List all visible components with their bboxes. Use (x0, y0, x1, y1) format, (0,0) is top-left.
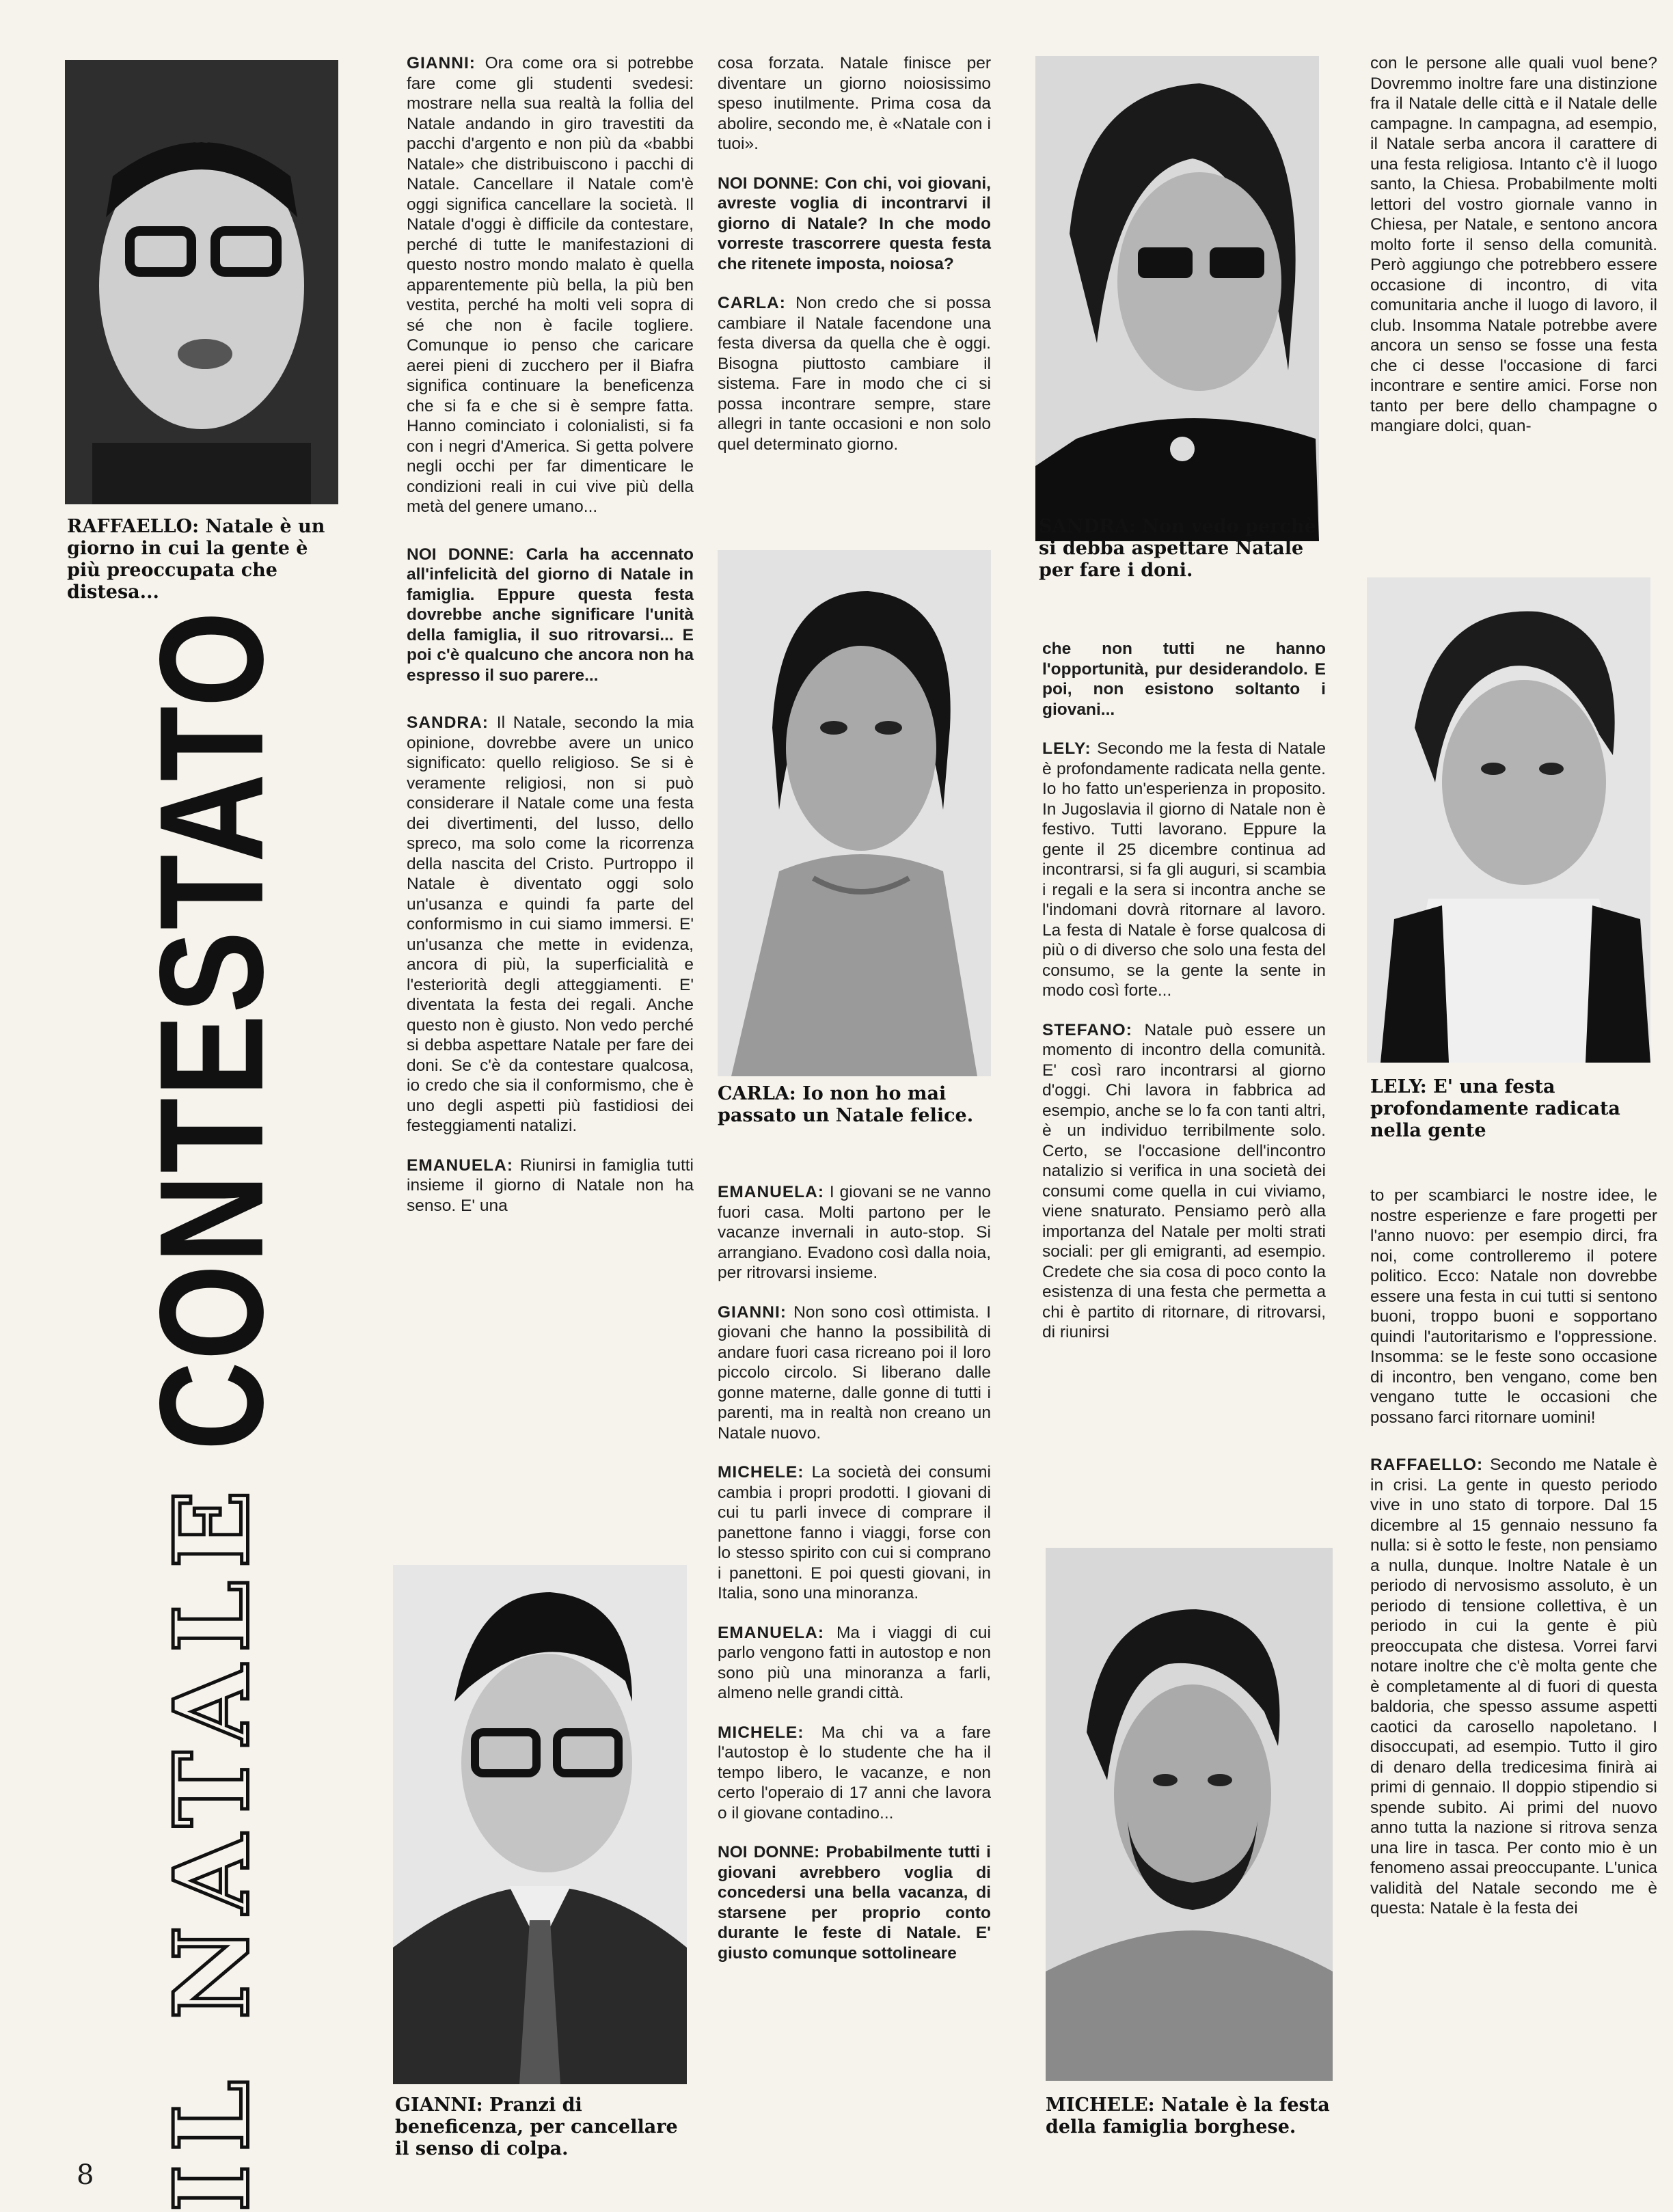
photo-carla (718, 550, 991, 1076)
question: NOI DONNE: Con chi, voi giovani, avreste voglia di incontrarvi il giorno di Natale? In che modo vorreste trascorrere questa festa che ritenete imposta, noiosa? (718, 174, 991, 273)
caption-gianni: GIANNI: Pranzi di beneficenza, per cancellare il senso di colpa. (395, 2094, 678, 2159)
paragraph: STEFANO: Natale può essere un momento di incontro della comunità. E' così raro incontrarsi al giorno d'oggi. Chi lavora in fabbrica ad esempio, anche se lo fa con tanti altri, è un individuo terribilmente solo. Certo, se l'occasione dell'incontro natalizio si verifica in una società dei consumi come quella in cui viviamo, viene snaturato. Pensiamo però alla importanza del Natale per molti strati sociali: per gli emigranti, ad esempio. Credete che sia cosa di poco conto la esistenza di una festa che permetta a chi è partito di ritornare, di ritrovarsi, di riunirsi (1042, 1020, 1326, 1341)
title-line2: CONTESTATO (129, 610, 295, 1451)
photo-michele (1046, 1548, 1333, 2081)
text-column-4b (1370, 1186, 1657, 1938)
paragraph: EMANUELA: Riunirsi in famiglia tutti insieme il giorno di Natale non ha senso. E' una (407, 1156, 694, 1215)
paragraph: EMANUELA: I giovani se ne vanno fuori casa. Molti partono per le vacanze invernali in auto-stop. Si arrangiano. Evadono così dalla noia, per ritrovarsi insieme. (718, 1183, 991, 1282)
caption-sandra: SANDRA: Non vedo perchè si debba aspettare Natale per fare i doni. (1039, 516, 1316, 581)
text-column-4 (1370, 53, 1657, 456)
caption-lely: LELY: E' una festa profondamente radicata nella gente (1370, 1076, 1620, 1141)
photo-gianni (393, 1565, 687, 2084)
question: NOI DONNE: Carla ha accennato all'infelicità del giorno di Natale in famiglia. Eppure questa festa dovrebbe anche significare l'unità della famiglia, il suo ritrovarsi... E poi c'è qualcuno che ancora non ha espresso il suo parere... (407, 545, 694, 685)
paragraph: cosa forzata. Natale finisce per diventare un giorno noiosissimo speso inutilmente. Prima cosa da abolire, secondo me, è «Natale con i tuoi». (718, 54, 991, 153)
paragraph: SANDRA: Il Natale, secondo la mia opinione, dovrebbe avere un unico significato: quello religioso. Se si è veramente religiosi, non si può considerare il Natale come una festa dei divertimenti, del lusso, dello spreco, ma solo come la ricorrenza della nascita del Cristo. Purtroppo il Natale è diventato oggi solo un'usanza e quindi fa parte del conformismo in cui siamo immersi. E' un'usanza che mette in evidenza, ancora di più, la superficialità e l'esteriorità degli atteggiamenti. E' diventata la festa dei regali. Anche questo non è giusto. Non vedo perché si debba aspettare Natale per fare dei doni. Se c'è da contestare qualcosa, io credo che sia il conformismo, che è uno degli aspetti più fastidiosi dei festeggiamenti natalizi. (407, 713, 694, 1135)
paragraph: CARLA: Non credo che si possa cambiare il Natale facendone una festa diversa da quella che è oggi. Bisogna piuttosto cambiare il sistema. Fare in modo che ci si possa incontrare sempre, stare allegri in tante occasioni e non solo quel determinato giorno. (718, 294, 991, 454)
paragraph: GIANNI: Non sono così ottimista. I giovani che hanno la possibilità di andare fuori casa ricreano poi il loro piccolo circolo. Si liberano dalle gonne materne, dalle gonne di tutti i parenti, ma in realtà non creano un Natale nuovo. (718, 1302, 991, 1443)
page-number: 8 (77, 2159, 94, 2191)
paragraph: MICHELE: Ma chi va a fare l'autostop è lo studente che ha il tempo libero, le vacanze, e non certo l'operaio di 17 anni che lavora o il giovane contadino... (718, 1723, 991, 1822)
paragraph: MICHELE: La società dei consumi cambia i propri prodotti. I giovani di cui tu parli invece di comprare il panettone fanno i viaggi, forse con lo stesso spirito con cui si comprano i panettoni. E poi questi giovani, in Italia, sono una minoranza. (718, 1463, 991, 1602)
text-column-2 (718, 53, 991, 474)
paragraph: RAFFAELLO: Secondo me Natale è in crisi. La gente in questo periodo vive in uno stato di torpore. Dal 15 dicembre al 15 gennaio nessuno fa nulla: si è sotto le feste, non pensiamo a nulla, dunque. Inoltre Natale è un periodo di nervosismo assoluto, è un periodo di tensione collettiva, è un periodo in cui la gente è più preoccupata che distesa. Vorrei farvi notare inoltre che c'è molta gente che è completamente al di fuori di questa baldoria, che spesso assume aspetti caotici da carosello napoletano. I disoccupati, ad esempio. Tutto il giro di denaro della tredicesima finirà ai primi di gennaio. Il doppio stipendio si spende subito. Ai primi del nuovo anno tutta la nazione si ritrova senza una lire in tasca. Per conto mio è un fenomeno assai preoccupante. L'unica validità del Natale secondo me è questa: Natale è la festa dei (1370, 1456, 1657, 1917)
photo-sandra (1035, 56, 1319, 541)
paragraph: LELY: Secondo me la festa di Natale è profondamente radicata nella gente. Io ho fatto un'esperienza in proposito. In Jugoslavia il giorno di Natale non è festivo. Tutti lavorano. Eppure la gente il 25 dicembre continua ad incontrarsi, si fa gli auguri, si scambia i regali e la sera si incontra anche se l'indomani dovrà ritornare al lavoro. La festa di Natale è forse qualcosa di più o di diverso che solo una festa del consumo, se la gente la sente in modo così forte... (1042, 739, 1326, 1000)
paragraph: con le persone alle quali vuol bene? Dovremmo inoltre fare una distinzione fra il Natale delle città e il Natale delle campagne. In campagna, ad esempio, il Natale serba ancora il carattere di una festa religiosa. Intanto c'è il luogo santo, la Chiesa. Probabilmente molti lettori del vostro giornale vanno in Chiesa, per Natale, e sentono ancora molto forte il senso della comunità. Però aggiungo che potrebbero essere occasione di incontro, di vita comunitaria anche il luogo di lavoro, il club. Insomma Natale potrebbe avere ancora un senso se fosse una festa che ci desse l'occasione di farci incontrare e sentire amici. Forse non tanto per bere dello champagne o mangiare dolci, quan- (1370, 54, 1657, 435)
paragraph: GIANNI: Ora come ora si potrebbe fare come gli studenti svedesi: mostrare nella sua realtà la follia del Natale andando in giro travestiti da pacchi d'argento e non più da «babbi Natale» che distribuiscono i pacchi di Natale. Cancellare il Natale com'è oggi significa cancellare la società. Il Natale d'oggi è difficile da contestare, perché di tutte le manifestazioni di questo nostro mondo malato è quella apparentemente più bella, la più ben vestita, perché ha molti veli sopra di sé che non è facile togliere. Comunque io penso che caricare aerei pieni di zucchero per il Biafra significa continuare la beneficenza che si fa e che si è sempre fatta. Hanno cominciato i colonialisti, si fa con i negri d'America. Si getta polvere negli occhi per far dimenticare le condizioni reali in cui vive più della metà del genere umano... (407, 54, 694, 516)
question: che non tutti ne hanno l'opportunità, pur desiderandolo. E poi, non esistono soltanto i giovani... (1042, 640, 1326, 719)
caption-raffaello: RAFFAELLO: Natale è un giorno in cui la gente è più preoccupata che distesa... (67, 516, 325, 603)
question: NOI DONNE: Probabilmente tutti i giovani avrebbero voglia di concedersi una bella vacanza, di starsene per proprio conto durante le feste di Natale. E' giusto comunque sottolineare (718, 1843, 991, 1963)
text-column-2b (718, 1182, 991, 1982)
paragraph: EMANUELA: Ma i viaggi di cui parlo vengono fatti in autostop e non sono più una minoranza a farli, almeno nelle grandi città. (718, 1623, 991, 1702)
text-column-1 (407, 53, 694, 1235)
text-column-3 (1042, 639, 1326, 1362)
paragraph: to per scambiarci le nostre idee, le nostre esperienze e fare progetti per l'anno nuovo: per esempio dirci, fra noi, come controlleremo il potere politico. Ecco: Natale non dovrebbe essere una festa in cui tutti si sentono buoni, troppo buoni e sopportano quindi l'autoritarismo e l'oppressione. Insomma: se le feste sono occasione di incontro, ben vengano, come ben vengano tutte le occasioni che possano farci ritornare uomini! (1370, 1186, 1657, 1427)
photo-raffaello (65, 60, 338, 504)
caption-carla: CARLA: Io non ho mai passato un Natale felice. (718, 1083, 974, 1126)
photo-lely (1367, 577, 1650, 1063)
caption-michele: MICHELE: Natale è la festa della famiglia borghese. (1046, 2094, 1330, 2138)
article-title (129, 610, 295, 2212)
title-line1: IL NATALE (152, 1477, 272, 2212)
